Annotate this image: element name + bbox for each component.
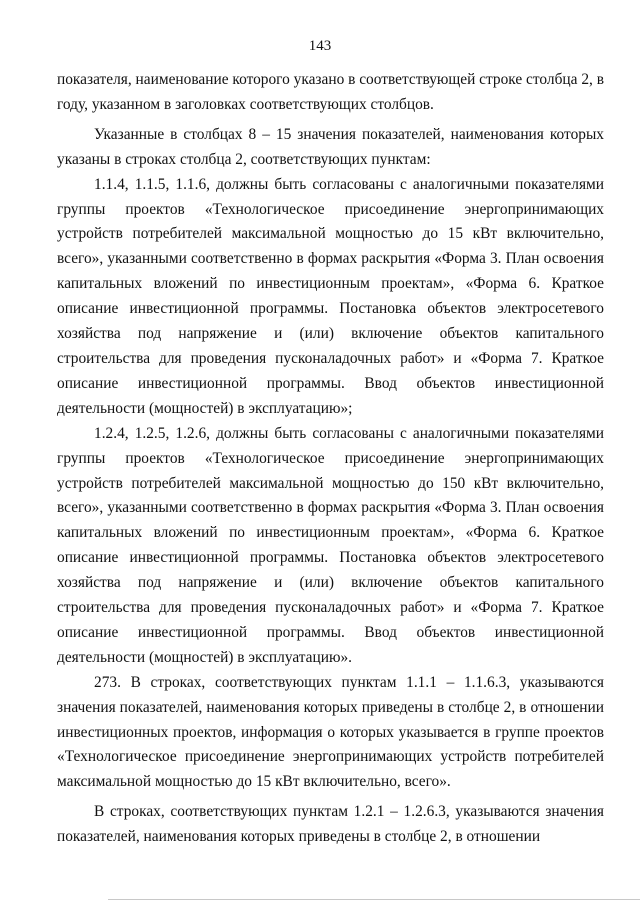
document-body xyxy=(57,68,604,850)
paragraph-item-1-2: 1.2.4, 1.2.5, 1.2.6, должны быть согласованы с аналогичными показателями группы проектов «Технологическое присоединение энергопринимающих устройств потребителей максимальной мощностью до 150 кВт включительно, всего», указанными соответственно в формах раскрытия «Форма 3. План освоения капитальных вложений по инвестиционным проектам», «Форма 6. Краткое описание инвестиционной программы. Постановка объектов электросетевого хозяйства под напряжение и (или) включение объектов капитального строительства для проведения пусконаладочных работ» и «Форма 7. Краткое описание инвестиционной программы. Ввод объектов инвестиционной деятельности (мощностей) в эксплуатацию». xyxy=(57,424,604,666)
paragraph-clause-273: 273. В строках, соответствующих пунктам 1.1.1 – 1.1.6.3, указываются значения показателей, наименования которых приведены в столбце 2, в отношении инвестиционных проектов, информация о которых указывается в группе проектов «Технологическое присоединение энергопринимающих устройств потребителей максимальной мощностью до 15 кВт включительно, всего». xyxy=(57,673,604,791)
paragraph-item-1-1: 1.1.4, 1.1.5, 1.1.6, должны быть согласованы с аналогичными показателями группы проектов «Технологическое присоединение энергопринимающих устройств потребителей максимальной мощностью до 15 кВт включительно, всего», указанными соответственно в формах раскрытия «Форма 3. План освоения капитальных вложений по инвестиционным проектам», «Форма 6. Краткое описание инвестиционной программы. Постановка объектов электросетевого хозяйства под напряжение и (или) включение объектов капитального строительства для проведения пусконаладочных работ» и «Форма 7. Краткое описание инвестиционной программы. Ввод объектов инвестиционной деятельности (мощностей) в эксплуатацию»; xyxy=(57,175,604,417)
paragraph-rows-1-2: В строках, соответствующих пунктам 1.2.1 – 1.2.6.3, указываются значения показателей, наименования которых приведены в столбце 2, в отношении xyxy=(57,803,604,846)
page-number: 143 xyxy=(308,38,332,54)
scan-bottom-edge xyxy=(108,899,640,900)
paragraph-continuation: показателя, наименование которого указано в соответствующей строке столбца 2, в году, указанном в заголовках соответствующих столбцов. xyxy=(57,71,604,113)
paragraph-intro-columns: Указанные в столбцах 8 – 15 значения показателей, наименования которых указаны в строках столбца 2, соответствующих пунктам: xyxy=(57,125,604,168)
